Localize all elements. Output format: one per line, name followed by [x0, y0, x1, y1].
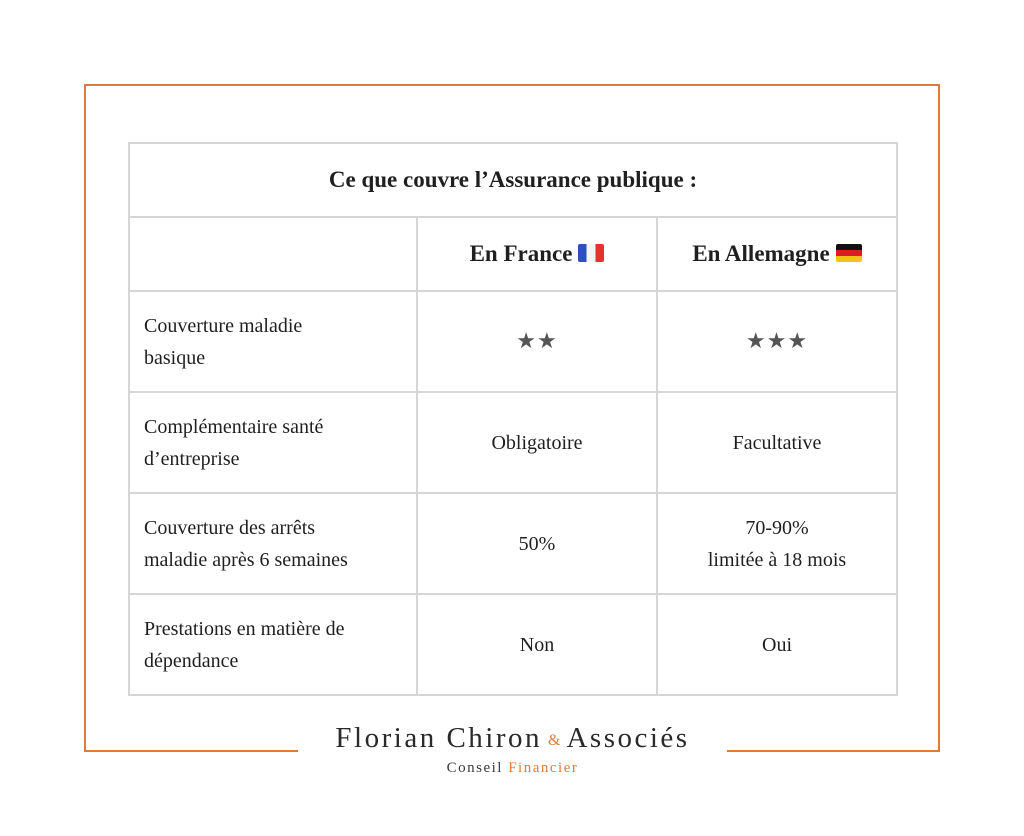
- france-flag-icon: [578, 244, 604, 262]
- germany-value: 70-90% limitée à 18 mois: [657, 493, 897, 594]
- row-label: Couverture des arrêts maladie après 6 semaines: [129, 493, 417, 594]
- brand-name-part2: Associés: [566, 722, 690, 754]
- frame-bottom-line-right: [727, 750, 940, 752]
- brand-logo: [298, 722, 727, 755]
- france-value: Obligatoire: [417, 392, 657, 493]
- table-row: [129, 493, 897, 594]
- star-rating: ★★: [516, 328, 558, 354]
- germany-flag-icon: [836, 244, 862, 262]
- table-row: [129, 594, 897, 695]
- table-row: [129, 291, 897, 392]
- row-label: Couverture maladie basique: [129, 291, 417, 392]
- brand-name-part1: Florian Chiron: [335, 722, 543, 754]
- france-value: Non: [417, 594, 657, 695]
- frame-bottom-line-left: [84, 750, 298, 752]
- star-rating: ★★★: [745, 328, 809, 354]
- tagline-part1: Conseil: [446, 760, 503, 776]
- brand-tagline: [298, 760, 727, 777]
- france-value: 50%: [417, 493, 657, 594]
- germany-value: Facultative: [657, 392, 897, 493]
- brand-ampersand: &: [548, 732, 561, 749]
- tagline-part2: Financier: [508, 760, 579, 776]
- table-header-row: [129, 217, 897, 291]
- france-value: [417, 291, 657, 392]
- header-germany-label: En Allemagne: [692, 241, 830, 266]
- row-label: Prestations en matière de dépendance: [129, 594, 417, 695]
- header-germany: [657, 217, 897, 291]
- germany-value: Oui: [657, 594, 897, 695]
- table-row: [129, 392, 897, 493]
- header-france: [417, 217, 657, 291]
- comparison-table: [128, 142, 898, 696]
- header-empty-cell: [129, 217, 417, 291]
- germany-value: [657, 291, 897, 392]
- row-label: Complémentaire santé d’entreprise: [129, 392, 417, 493]
- table-title: Ce que couvre l’Assurance publique :: [129, 143, 897, 217]
- header-france-label: En France: [469, 241, 573, 266]
